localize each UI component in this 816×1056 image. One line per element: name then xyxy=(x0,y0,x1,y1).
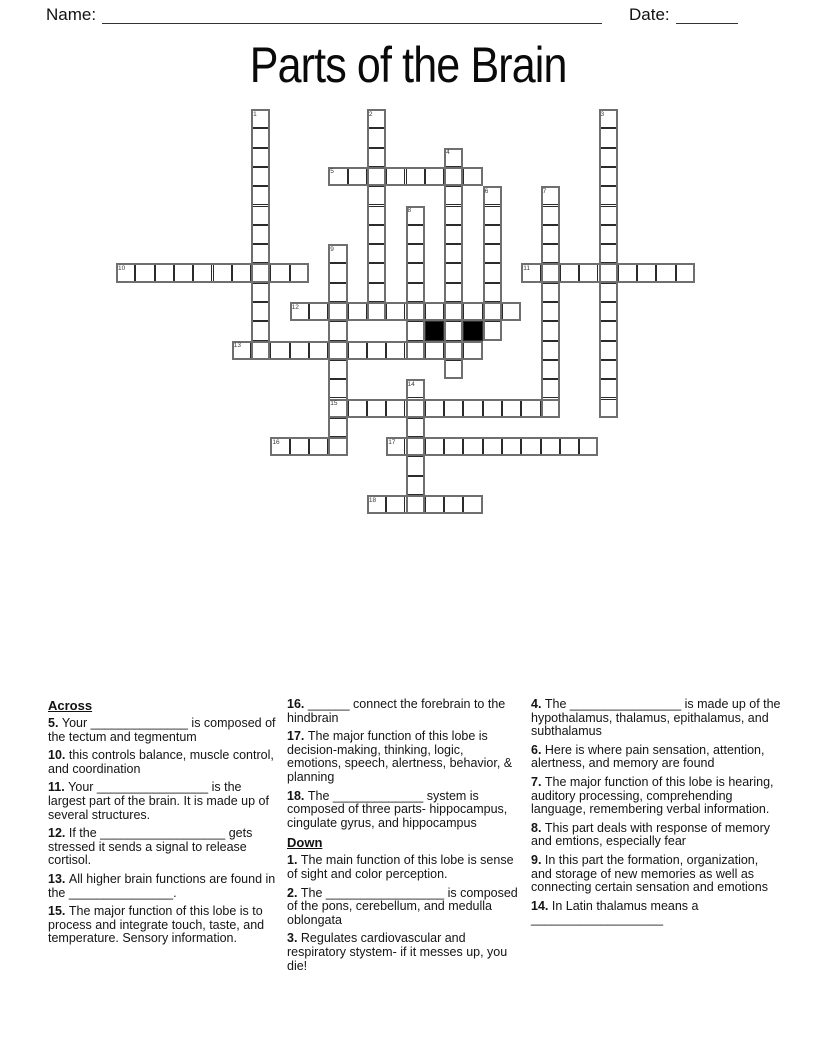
grid-cell[interactable] xyxy=(406,437,425,456)
grid-cell[interactable] xyxy=(541,399,560,418)
clue-column-3 xyxy=(531,698,781,978)
grid-cell[interactable] xyxy=(328,379,347,398)
grid-cell[interactable] xyxy=(348,302,367,321)
grid-cell[interactable] xyxy=(444,206,463,225)
grid-cell[interactable] xyxy=(425,302,444,321)
grid-cell[interactable] xyxy=(406,399,425,418)
grid-cell[interactable] xyxy=(386,437,405,456)
grid-cell[interactable] xyxy=(251,206,270,225)
grid-cell[interactable] xyxy=(406,302,425,321)
grid-cell[interactable] xyxy=(541,360,560,379)
clue-number: 2. xyxy=(287,885,301,900)
grid-cell[interactable] xyxy=(541,283,560,302)
clue-number: 15. xyxy=(48,904,69,919)
grid-cell[interactable] xyxy=(560,263,579,282)
grid-cell[interactable] xyxy=(425,437,444,456)
grid-cell[interactable] xyxy=(599,283,618,302)
clue-number: 5. xyxy=(48,716,62,730)
cell-number: 18 xyxy=(368,496,377,504)
grid-cell[interactable] xyxy=(483,321,502,340)
grid-cell[interactable] xyxy=(328,360,347,379)
grid-cell[interactable] xyxy=(483,283,502,302)
grid-cell[interactable] xyxy=(425,167,444,186)
grid-cell[interactable] xyxy=(328,321,347,340)
grid-cell[interactable] xyxy=(483,206,502,225)
grid-cell[interactable] xyxy=(251,341,270,360)
grid-cell[interactable] xyxy=(328,437,347,456)
clue-number: 14. xyxy=(531,898,552,913)
grid-cell[interactable] xyxy=(290,302,309,321)
grid-cell[interactable] xyxy=(251,302,270,321)
grid-cell[interactable] xyxy=(676,263,695,282)
grid-cell[interactable] xyxy=(406,476,425,495)
grid-cell[interactable] xyxy=(270,437,289,456)
grid-cell[interactable] xyxy=(560,437,579,456)
clue-number: 13. xyxy=(48,871,69,886)
grid-cell[interactable] xyxy=(251,109,270,128)
grid-cell[interactable] xyxy=(367,341,386,360)
clue-item-7: 7. The major function of this lobe is hearing, auditory processing, comprehending language, remembering verbal information. xyxy=(531,774,774,817)
grid-cell[interactable] xyxy=(386,495,405,514)
clue-item-3: 3. Regulates cardiovascular and respiratory stystem- if it messes up, you die! xyxy=(287,931,508,973)
grid-cell[interactable] xyxy=(541,437,560,456)
clue-number: 18. xyxy=(287,788,308,803)
grid-cell[interactable] xyxy=(444,437,463,456)
grid-cell[interactable] xyxy=(444,167,463,186)
name-blank-line[interactable] xyxy=(102,5,602,24)
grid-cell[interactable] xyxy=(483,437,502,456)
clue-number: 3. xyxy=(287,931,301,946)
cell-number: 12 xyxy=(291,303,299,311)
clue-number: 6. xyxy=(531,742,545,757)
grid-cell[interactable] xyxy=(406,283,425,302)
grid-cell[interactable] xyxy=(406,418,425,437)
grid-cell[interactable] xyxy=(444,225,463,244)
clue-number: 8. xyxy=(531,820,545,835)
grid-cell[interactable] xyxy=(367,225,386,244)
grid-cell[interactable] xyxy=(483,302,502,321)
cell-number: 6 xyxy=(484,187,489,195)
grid-cell[interactable] xyxy=(463,167,482,186)
grid-cell[interactable] xyxy=(599,225,618,244)
grid-cell[interactable] xyxy=(309,437,328,456)
grid-cell[interactable] xyxy=(406,456,425,475)
grid-cell[interactable] xyxy=(232,341,251,360)
grid-cell[interactable] xyxy=(483,244,502,263)
grid-cell[interactable] xyxy=(367,109,386,128)
clue-item-5: 5. Your ______________ is composed of the tectum and tegmentum xyxy=(48,716,276,744)
clue-column-2 xyxy=(287,698,521,978)
clues-section xyxy=(48,698,781,978)
cell-number: 11 xyxy=(523,264,531,272)
cell-number: 10 xyxy=(118,264,126,272)
grid-cell[interactable] xyxy=(444,341,463,360)
clue-item-14: 14. In Latin thalamus means a ___________________ xyxy=(531,898,699,927)
grid-cell[interactable] xyxy=(599,360,618,379)
grid-cell[interactable] xyxy=(599,167,618,186)
clue-item-17: 17. The major function of this lobe is decision-making, thinking, logic, emotions, speech, alertness, behavior, & planning xyxy=(287,729,513,784)
clue-item-10: 10. this controls balance, muscle control, and coordination xyxy=(48,748,274,776)
grid-cell[interactable] xyxy=(213,263,232,282)
cell-number: 5 xyxy=(330,168,334,176)
grid-cell[interactable] xyxy=(135,263,154,282)
cell-number: 13 xyxy=(233,342,242,350)
clue-number: 11. xyxy=(48,780,69,795)
grid-cell[interactable] xyxy=(502,399,521,418)
grid-cell[interactable] xyxy=(463,437,482,456)
grid-cell[interactable] xyxy=(444,399,463,418)
grid-cell[interactable] xyxy=(444,283,463,302)
grid-cell[interactable] xyxy=(618,263,637,282)
grid-cell[interactable] xyxy=(328,399,347,418)
clue-column-1 xyxy=(48,698,282,978)
grid-cell[interactable] xyxy=(444,495,463,514)
grid-cell[interactable] xyxy=(483,399,502,418)
black-cell xyxy=(425,321,444,340)
grid-cell[interactable] xyxy=(406,167,425,186)
clue-item-2: 2. The _________________ is composed of the pons, cerebellum, and medulla oblongata xyxy=(287,885,518,927)
clue-number: 17. xyxy=(287,729,308,744)
grid-cell[interactable] xyxy=(251,186,270,205)
grid-cell[interactable] xyxy=(328,167,347,186)
grid-cell[interactable] xyxy=(463,302,482,321)
grid-cell[interactable] xyxy=(251,148,270,167)
clue-item-12: 12. If the __________________ gets stressed it sends a signal to release cortisol. xyxy=(48,826,253,868)
grid-cell[interactable] xyxy=(406,321,425,340)
grid-cell[interactable] xyxy=(367,399,386,418)
grid-cell[interactable] xyxy=(444,360,463,379)
grid-cell[interactable] xyxy=(251,244,270,263)
grid-cell[interactable] xyxy=(155,263,174,282)
grid-cell[interactable] xyxy=(348,341,367,360)
grid-cell[interactable] xyxy=(367,128,386,147)
cell-number: 17 xyxy=(388,438,396,446)
grid-cell[interactable] xyxy=(425,495,444,514)
grid-cell[interactable] xyxy=(270,263,289,282)
grid-cell[interactable] xyxy=(599,399,618,418)
grid-cell[interactable] xyxy=(251,321,270,340)
grid-cell[interactable] xyxy=(599,321,618,340)
clue-item-9: 9. In this part the formation, organization, and storage of new memories as well as connecting certain sensation and emotions xyxy=(531,852,768,895)
grid-cell[interactable] xyxy=(541,341,560,360)
grid-cell[interactable] xyxy=(290,263,309,282)
grid-cell[interactable] xyxy=(502,437,521,456)
grid-cell[interactable] xyxy=(386,341,405,360)
grid-cell[interactable] xyxy=(367,186,386,205)
grid-cell[interactable] xyxy=(406,379,425,398)
grid-cell[interactable] xyxy=(521,437,540,456)
grid-cell[interactable] xyxy=(521,263,540,282)
grid-cell[interactable] xyxy=(367,167,386,186)
grid-cell[interactable] xyxy=(251,283,270,302)
grid-cell[interactable] xyxy=(367,302,386,321)
grid-cell[interactable] xyxy=(579,263,598,282)
clue-item-8: 8. This part deals with response of memory and emtions, especially fear xyxy=(531,820,770,849)
grid-cell[interactable] xyxy=(599,244,618,263)
grid-cell[interactable] xyxy=(406,495,425,514)
grid-cell[interactable] xyxy=(270,341,289,360)
clue-item-11: 11. Your ________________ is the largest part of the brain. It is made up of several structures. xyxy=(48,780,269,822)
grid-cell[interactable] xyxy=(328,341,347,360)
grid-cell[interactable] xyxy=(444,186,463,205)
grid-cell[interactable] xyxy=(406,244,425,263)
clue-item-13: 13. All higher brain functions are found in the _______________. xyxy=(48,871,276,900)
grid-cell[interactable] xyxy=(367,148,386,167)
clue-item-1: 1. The main function of this lobe is sense of sight and color perception. xyxy=(287,853,514,881)
grid-cell[interactable] xyxy=(348,167,367,186)
grid-cell[interactable] xyxy=(502,302,521,321)
grid-cell[interactable] xyxy=(367,495,386,514)
grid-cell[interactable] xyxy=(328,244,347,263)
grid-cell[interactable] xyxy=(425,341,444,360)
grid-cell[interactable] xyxy=(367,283,386,302)
grid-cell[interactable] xyxy=(290,341,309,360)
cell-number: 2 xyxy=(368,110,373,118)
grid-cell[interactable] xyxy=(328,418,347,437)
grid-cell[interactable] xyxy=(521,399,540,418)
grid-cell[interactable] xyxy=(483,186,502,205)
grid-cell[interactable] xyxy=(406,341,425,360)
grid-cell[interactable] xyxy=(406,206,425,225)
grid-cell[interactable] xyxy=(599,379,618,398)
cell-number: 9 xyxy=(330,245,334,253)
grid-cell[interactable] xyxy=(599,206,618,225)
grid-cell[interactable] xyxy=(174,263,193,282)
clue-heading-down: Down xyxy=(287,835,323,851)
clue-item-4: 4. The ________________ is made up of the hypothalamus, thalamus, epithalamus, and subthalamus xyxy=(531,697,781,739)
clue-number: 4. xyxy=(531,697,545,711)
grid-cell[interactable] xyxy=(541,225,560,244)
grid-cell[interactable] xyxy=(251,225,270,244)
grid-cell[interactable] xyxy=(444,263,463,282)
cell-number: 15 xyxy=(330,400,338,407)
clue-item-6: 6. Here is where pain sensation, attention, alertness, and memory are found xyxy=(531,742,765,771)
cell-number: 3 xyxy=(600,110,605,118)
crossword-grid xyxy=(116,109,695,514)
grid-cell[interactable] xyxy=(637,263,656,282)
clue-number: 9. xyxy=(531,852,545,867)
grid-cell[interactable] xyxy=(463,399,482,418)
grid-cell[interactable] xyxy=(599,302,618,321)
cell-number: 7 xyxy=(542,187,547,195)
grid-cell[interactable] xyxy=(541,186,560,205)
grid-cell[interactable] xyxy=(541,206,560,225)
grid-cell[interactable] xyxy=(328,283,347,302)
cell-number: 16 xyxy=(272,438,280,446)
grid-cell[interactable] xyxy=(386,399,405,418)
cell-number: 14 xyxy=(407,380,415,388)
name-label: Name: xyxy=(46,5,97,24)
date-blank-line[interactable] xyxy=(676,5,738,24)
grid-cell[interactable] xyxy=(656,263,675,282)
grid-cell[interactable] xyxy=(463,495,482,514)
grid-cell[interactable] xyxy=(309,302,328,321)
grid-cell[interactable] xyxy=(444,321,463,340)
grid-cell[interactable] xyxy=(348,399,367,418)
grid-cell[interactable] xyxy=(116,263,135,282)
clue-number: 1. xyxy=(287,853,301,868)
grid-cell[interactable] xyxy=(309,341,328,360)
clue-item-18: 18. The _____________ system is composed of three parts- hippocampus, cingulate gyrus, and hippocampus xyxy=(287,788,508,830)
clue-number: 10. xyxy=(48,748,69,763)
grid-cell[interactable] xyxy=(599,186,618,205)
grid-cell[interactable] xyxy=(541,321,560,340)
grid-cell[interactable] xyxy=(251,128,270,147)
grid-cell[interactable] xyxy=(579,437,598,456)
grid-cell[interactable] xyxy=(328,263,347,282)
grid-cell[interactable] xyxy=(541,379,560,398)
grid-cell[interactable] xyxy=(425,399,444,418)
clue-heading-across: Across xyxy=(48,698,93,713)
grid-cell[interactable] xyxy=(386,302,405,321)
grid-cell[interactable] xyxy=(406,263,425,282)
grid-cell[interactable] xyxy=(599,109,618,128)
black-cell xyxy=(463,321,482,340)
grid-cell[interactable] xyxy=(251,167,270,186)
grid-cell[interactable] xyxy=(541,244,560,263)
cell-number: 4 xyxy=(446,149,450,157)
grid-cell[interactable] xyxy=(232,263,251,282)
grid-cell[interactable] xyxy=(599,263,618,282)
cell-number: 1 xyxy=(253,110,257,118)
grid-cell[interactable] xyxy=(251,263,270,282)
grid-cell[interactable] xyxy=(367,206,386,225)
grid-cell[interactable] xyxy=(483,263,502,282)
grid-cell[interactable] xyxy=(367,244,386,263)
grid-cell[interactable] xyxy=(290,437,309,456)
grid-cell[interactable] xyxy=(406,225,425,244)
clue-item-15: 15. The major function of this lobe is to process and integrate touch, taste, and temperature. Sensory information. xyxy=(48,904,265,946)
date-label: Date: xyxy=(629,5,670,24)
grid-cell[interactable] xyxy=(541,302,560,321)
grid-cell[interactable] xyxy=(444,302,463,321)
grid-cell[interactable] xyxy=(483,225,502,244)
grid-cell[interactable] xyxy=(386,167,405,186)
grid-cell[interactable] xyxy=(599,341,618,360)
grid-cell[interactable] xyxy=(444,148,463,167)
clue-number: 16. xyxy=(287,697,308,711)
clue-item-16: 16. ______ connect the forebrain to the hindbrain xyxy=(287,697,506,725)
grid-cell[interactable] xyxy=(444,244,463,263)
grid-cell[interactable] xyxy=(463,341,482,360)
grid-cell[interactable] xyxy=(599,128,618,147)
grid-cell[interactable] xyxy=(541,263,560,282)
grid-cell[interactable] xyxy=(328,302,347,321)
clue-number: 7. xyxy=(531,774,545,789)
page-title: Parts of the Brain xyxy=(249,37,567,93)
grid-cell[interactable] xyxy=(193,263,212,282)
cell-number: 8 xyxy=(407,207,412,214)
clue-number: 12. xyxy=(48,826,69,841)
grid-cell[interactable] xyxy=(599,148,618,167)
grid-cell[interactable] xyxy=(367,263,386,282)
